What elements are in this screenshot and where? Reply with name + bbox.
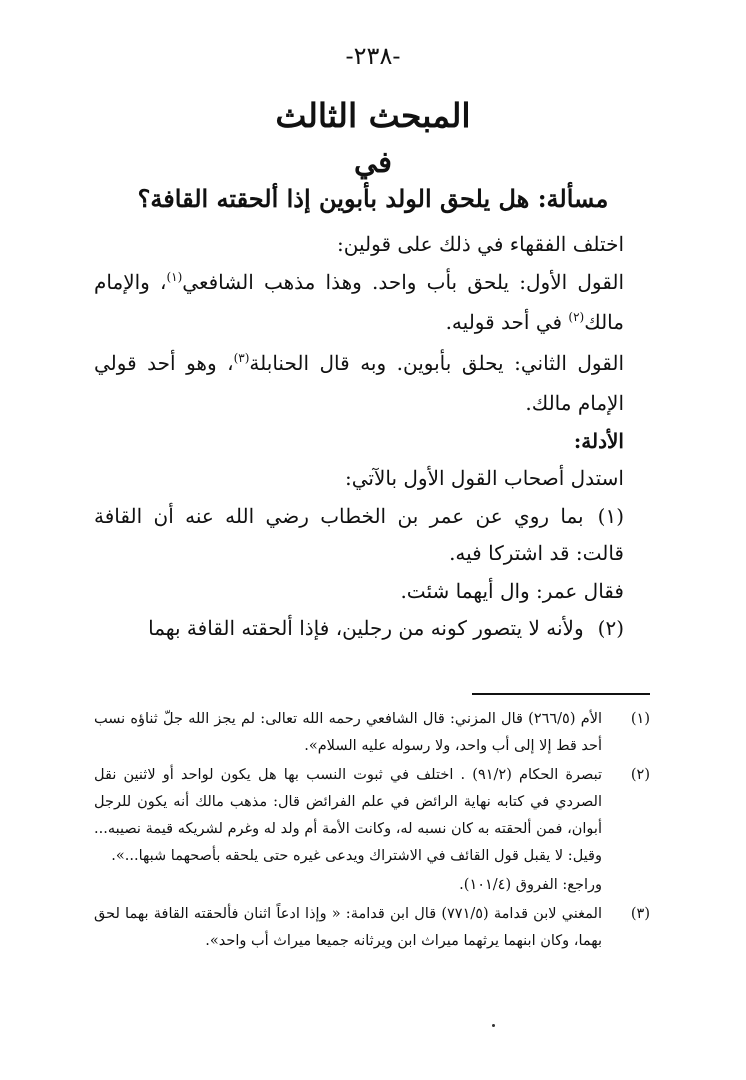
footnote-text: المغني لابن قدامة (٧٧١/٥) قال ابن قدامة: « وإذا ادعاً اثنان فألحقته القافة بهما لحق بهما، وكان ابنهما يرثهما ميراث ابن ويرثانه جميعا ميراث أب واحد». (94, 906, 602, 949)
footnote-text: تبصرة الحكام (٩١/٢) . اختلف في ثبوت النسب بها هل يكون لواحد أو لاثنين نقل الصردي في كتابه نهاية الرائض في علم الفرائض قال: مذهب مالك أنه يكون للرجل أبوان، فمن ألحقته به كان نسبه له، وكانت الأمة أم ولد له وغرم لشريكه قيمة نصيبه... وقيل: لا يقبل قول القائف في الاشتراك ويدعى غيره حتى يلحقه بأصحهما شبها...». (94, 767, 602, 864)
page-number: -٢٣٨- (345, 42, 401, 70)
evidence-item-2 (94, 610, 650, 648)
opinion-two-text-a: القول الثاني: يحلق بأبوين. وبه قال الحنابلة (249, 350, 625, 375)
opinion-one-text-a: القول الأول: يلحق بأب واحد. وهذا مذهب الشافعي (182, 269, 625, 294)
question-heading: مسألة: هل يلحق الولد بأبوين إذا ألحقته القافة؟ (137, 184, 609, 213)
opinion-one-text-c: في أحد قوليه. (445, 310, 569, 334)
footnotes (94, 706, 650, 957)
footnote-ref-3[interactable]: (٣) (233, 350, 250, 365)
footnote-ref-1[interactable]: (١) (166, 269, 183, 284)
item-number-1: (١) (597, 503, 624, 528)
footnote-number: (١) (630, 711, 650, 727)
section-subtitle: في (353, 145, 393, 179)
footnote-number: (٢) (630, 767, 650, 783)
footnote-3 (94, 901, 650, 955)
evidence-item-1-followup: فقال عمر: وال أيهما شئت. (400, 578, 624, 603)
footnote-ref-2[interactable]: (٢) (568, 310, 585, 324)
main-text (94, 226, 650, 648)
footnote-2-reference (94, 872, 650, 899)
item-number-2: (٢) (597, 616, 624, 640)
footnote-1 (94, 706, 650, 760)
footnote-2 (94, 762, 650, 870)
page-speck (492, 1024, 495, 1027)
opinion-two-paragraph (94, 345, 650, 423)
item-text-1: بما روي عن عمر بن الخطاب رضي الله عنه أن القافة قالت: قد اشتركا فيه. (94, 503, 624, 565)
footnote-text: وراجع: الفروق (١٠١/٤). (459, 877, 602, 893)
evidence-heading: الأدلة: (573, 428, 624, 453)
opinion-one-text-b: ، والإمام مالك (94, 269, 624, 334)
footnote-text: الأم (٢٦٦/٥) قال المزني: قال الشافعي رحمه الله تعالى: لم يجز الله جلّ ثناؤه نسب أحد قط إلا إلى أب واحد، ولا رسوله عليه السلام». (94, 711, 602, 754)
evidence-intro: استدل أصحاب القول الأول بالآتي: (344, 466, 624, 490)
evidence-item-1 (94, 498, 650, 573)
section-title: المبحث الثالث (275, 96, 471, 135)
item-text-2: ولأنه لا يتصور كونه من رجلين، فإذا ألحقته القافة بهما (148, 616, 584, 640)
intro-paragraph: اختلف الفقهاء في ذلك على قولين: (337, 232, 624, 256)
opinion-two-text-b: ، وهو أحد قولي الإمام مالك. (94, 350, 624, 415)
footnote-number: (٣) (630, 906, 650, 922)
opinion-one-paragraph (94, 264, 650, 345)
footnote-divider (472, 693, 650, 695)
